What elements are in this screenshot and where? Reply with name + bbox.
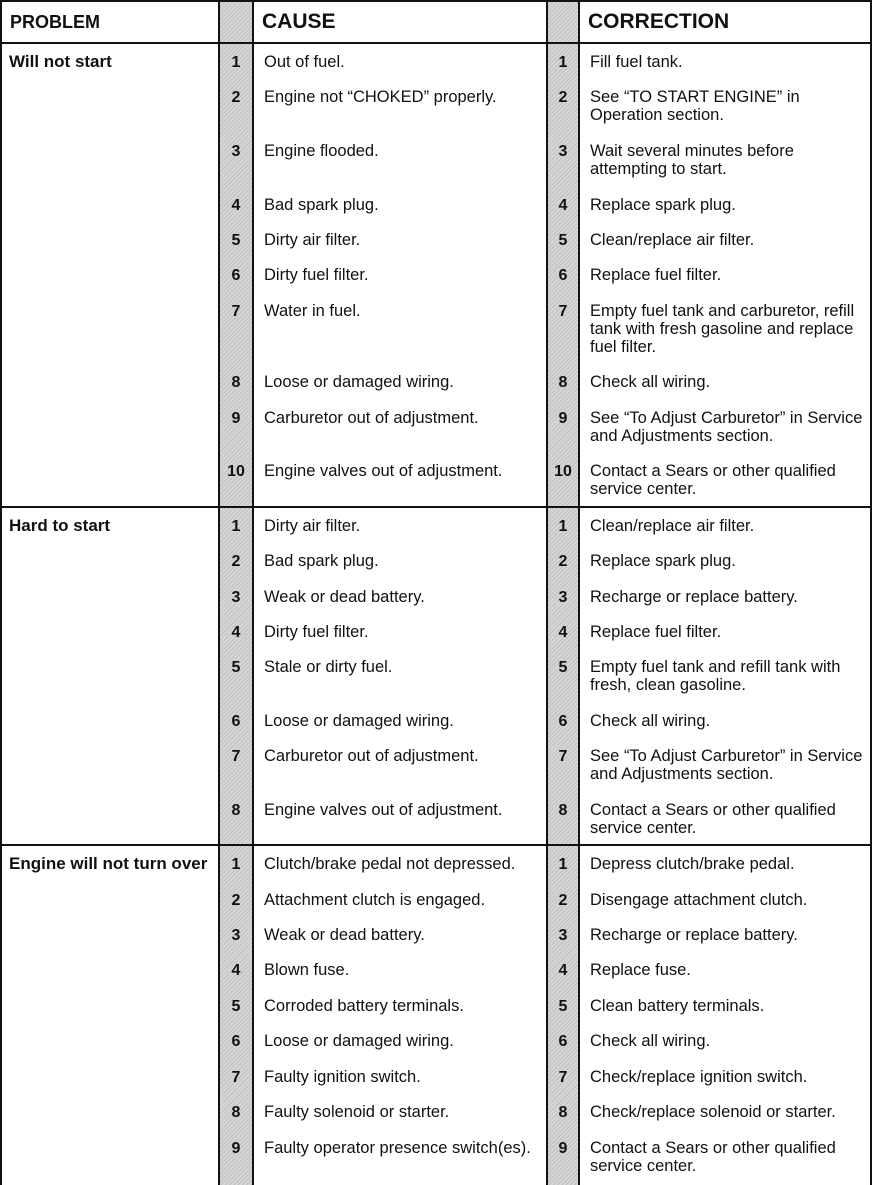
cause-number: 4 bbox=[231, 197, 241, 214]
cause-number: 2 bbox=[231, 553, 241, 570]
correction-text-column bbox=[580, 508, 872, 844]
problem-section bbox=[0, 44, 872, 508]
cause-number: 9 bbox=[231, 410, 241, 427]
cause-text: Faulty operator presence switch(es). bbox=[264, 1139, 531, 1157]
cause-text: Carburetor out of adjustment. bbox=[264, 409, 479, 427]
correction-number: 9 bbox=[558, 410, 568, 427]
correction-text: Depress clutch/brake pedal. bbox=[590, 855, 795, 873]
cause-text: Bad spark plug. bbox=[264, 196, 379, 214]
correction-text: Recharge or replace battery. bbox=[590, 926, 798, 944]
cause-number: 8 bbox=[231, 374, 241, 391]
cause-number: 6 bbox=[231, 1033, 241, 1050]
cause-number: 6 bbox=[231, 713, 241, 730]
correction-number: 2 bbox=[558, 553, 568, 570]
cause-text: Attachment clutch is engaged. bbox=[264, 891, 486, 909]
cause-header: CAUSE bbox=[254, 2, 548, 42]
correction-text: Contact a Sears or other qualified service center. bbox=[590, 462, 836, 498]
correction-number: 8 bbox=[558, 802, 568, 819]
cause-text-column bbox=[254, 44, 548, 506]
correction-text: See “To Adjust Carburetor” in Service and Adjustments section. bbox=[590, 409, 863, 445]
correction-text: Check all wiring. bbox=[590, 373, 711, 391]
correction-text: Empty fuel tank and carburetor, refill tank with fresh gasoline and replace fuel filter. bbox=[590, 302, 855, 356]
cause-number: 3 bbox=[231, 927, 241, 944]
table-header bbox=[0, 0, 872, 44]
cause-text: Dirty air filter. bbox=[264, 517, 361, 535]
correction-text: Clean battery terminals. bbox=[590, 997, 765, 1015]
correction-number: 3 bbox=[558, 589, 568, 606]
problem-section bbox=[0, 846, 872, 1185]
correction-number: 6 bbox=[558, 713, 568, 730]
cause-text: Clutch/brake pedal not depressed. bbox=[264, 855, 516, 873]
cause-text: Engine flooded. bbox=[264, 142, 379, 160]
cause-text: Stale or dirty fuel. bbox=[264, 658, 393, 676]
cause-number: 3 bbox=[231, 589, 241, 606]
correction-number: 4 bbox=[558, 197, 568, 214]
correction-text: Recharge or replace battery. bbox=[590, 588, 798, 606]
cause-number: 7 bbox=[231, 748, 241, 765]
cause-number-column bbox=[220, 44, 254, 506]
cause-number: 5 bbox=[231, 998, 241, 1015]
correction-text: Replace fuel filter. bbox=[590, 623, 722, 641]
correction-text-column bbox=[580, 846, 872, 1185]
cause-number: 7 bbox=[231, 303, 241, 320]
header-spacer bbox=[220, 2, 254, 42]
correction-text: See “TO START ENGINE” in Operation section. bbox=[590, 88, 800, 124]
cause-number: 8 bbox=[231, 802, 241, 819]
correction-text: Check/replace solenoid or starter. bbox=[590, 1103, 836, 1121]
problem-label: Engine will not turn over bbox=[0, 846, 220, 1185]
cause-number-column bbox=[220, 846, 254, 1185]
cause-text: Engine valves out of adjustment. bbox=[264, 462, 503, 480]
correction-header: CORRECTION bbox=[580, 2, 872, 42]
cause-number: 1 bbox=[231, 54, 241, 71]
cause-text: Engine valves out of adjustment. bbox=[264, 801, 503, 819]
cause-text-column bbox=[254, 508, 548, 844]
cause-number: 8 bbox=[231, 1104, 241, 1121]
problem-label: Will not start bbox=[0, 44, 220, 506]
cause-text: Carburetor out of adjustment. bbox=[264, 747, 479, 765]
correction-number: 3 bbox=[558, 927, 568, 944]
correction-number: 7 bbox=[558, 748, 568, 765]
correction-text: Check all wiring. bbox=[590, 712, 711, 730]
cause-text: Faulty solenoid or starter. bbox=[264, 1103, 450, 1121]
correction-number: 10 bbox=[554, 463, 572, 480]
header-spacer bbox=[548, 2, 580, 42]
correction-number-column bbox=[548, 508, 580, 844]
correction-number-column bbox=[548, 44, 580, 506]
problem-section bbox=[0, 508, 872, 846]
cause-number-column bbox=[220, 508, 254, 844]
correction-text: Empty fuel tank and refill tank with fresh, clean gasoline. bbox=[590, 658, 841, 694]
cause-number: 5 bbox=[231, 232, 241, 249]
problem-header: PROBLEM bbox=[0, 2, 220, 42]
cause-number: 4 bbox=[231, 962, 241, 979]
cause-text: Faulty ignition switch. bbox=[264, 1068, 421, 1086]
correction-text: Disengage attachment clutch. bbox=[590, 891, 808, 909]
cause-number: 1 bbox=[231, 856, 241, 873]
correction-number: 8 bbox=[558, 1104, 568, 1121]
cause-text: Loose or damaged wiring. bbox=[264, 712, 454, 730]
cause-text: Dirty fuel filter. bbox=[264, 623, 369, 641]
correction-text: Replace fuel filter. bbox=[590, 266, 722, 284]
cause-text: Engine not “CHOKED” properly. bbox=[264, 88, 497, 106]
correction-number: 2 bbox=[558, 892, 568, 909]
cause-text: Weak or dead battery. bbox=[264, 588, 425, 606]
correction-number: 6 bbox=[558, 1033, 568, 1050]
correction-number: 4 bbox=[558, 624, 568, 641]
correction-text: Fill fuel tank. bbox=[590, 53, 683, 71]
correction-number: 3 bbox=[558, 143, 568, 160]
correction-text: See “To Adjust Carburetor” in Service and Adjustments section. bbox=[590, 747, 863, 783]
correction-number: 5 bbox=[558, 232, 568, 249]
correction-number: 7 bbox=[558, 1069, 568, 1086]
cause-text: Blown fuse. bbox=[264, 961, 350, 979]
cause-number: 6 bbox=[231, 267, 241, 284]
cause-number: 4 bbox=[231, 624, 241, 641]
correction-text: Replace fuse. bbox=[590, 961, 691, 979]
cause-number: 10 bbox=[227, 463, 245, 480]
correction-text: Clean/replace air filter. bbox=[590, 517, 755, 535]
correction-text: Contact a Sears or other qualified service center. bbox=[590, 1139, 836, 1175]
cause-text: Bad spark plug. bbox=[264, 552, 379, 570]
cause-number: 2 bbox=[231, 89, 241, 106]
correction-text: Wait several minutes before attempting to start. bbox=[590, 142, 794, 178]
correction-number: 5 bbox=[558, 659, 568, 676]
cause-text: Water in fuel. bbox=[264, 302, 361, 320]
cause-number: 9 bbox=[231, 1140, 241, 1157]
cause-text: Dirty air filter. bbox=[264, 231, 361, 249]
correction-text: Check all wiring. bbox=[590, 1032, 711, 1050]
cause-number: 2 bbox=[231, 892, 241, 909]
cause-text-column bbox=[254, 846, 548, 1185]
cause-text: Dirty fuel filter. bbox=[264, 266, 369, 284]
cause-number: 1 bbox=[231, 518, 241, 535]
correction-number: 1 bbox=[558, 518, 568, 535]
correction-number: 8 bbox=[558, 374, 568, 391]
correction-text-column bbox=[580, 44, 872, 506]
correction-text: Replace spark plug. bbox=[590, 552, 736, 570]
correction-text: Clean/replace air filter. bbox=[590, 231, 755, 249]
correction-text: Check/replace ignition switch. bbox=[590, 1068, 808, 1086]
cause-number: 7 bbox=[231, 1069, 241, 1086]
correction-text: Contact a Sears or other qualified service center. bbox=[590, 801, 836, 837]
cause-number: 3 bbox=[231, 143, 241, 160]
cause-text: Corroded battery terminals. bbox=[264, 997, 464, 1015]
correction-number: 9 bbox=[558, 1140, 568, 1157]
problem-label: Hard to start bbox=[0, 508, 220, 844]
cause-text: Weak or dead battery. bbox=[264, 926, 425, 944]
cause-number: 5 bbox=[231, 659, 241, 676]
correction-number: 1 bbox=[558, 54, 568, 71]
correction-number: 4 bbox=[558, 962, 568, 979]
correction-number: 7 bbox=[558, 303, 568, 320]
correction-text: Replace spark plug. bbox=[590, 196, 736, 214]
correction-number-column bbox=[548, 846, 580, 1185]
correction-number: 5 bbox=[558, 998, 568, 1015]
correction-number: 6 bbox=[558, 267, 568, 284]
correction-number: 2 bbox=[558, 89, 568, 106]
cause-text: Loose or damaged wiring. bbox=[264, 1032, 454, 1050]
cause-text: Loose or damaged wiring. bbox=[264, 373, 454, 391]
correction-number: 1 bbox=[558, 856, 568, 873]
cause-text: Out of fuel. bbox=[264, 53, 345, 71]
